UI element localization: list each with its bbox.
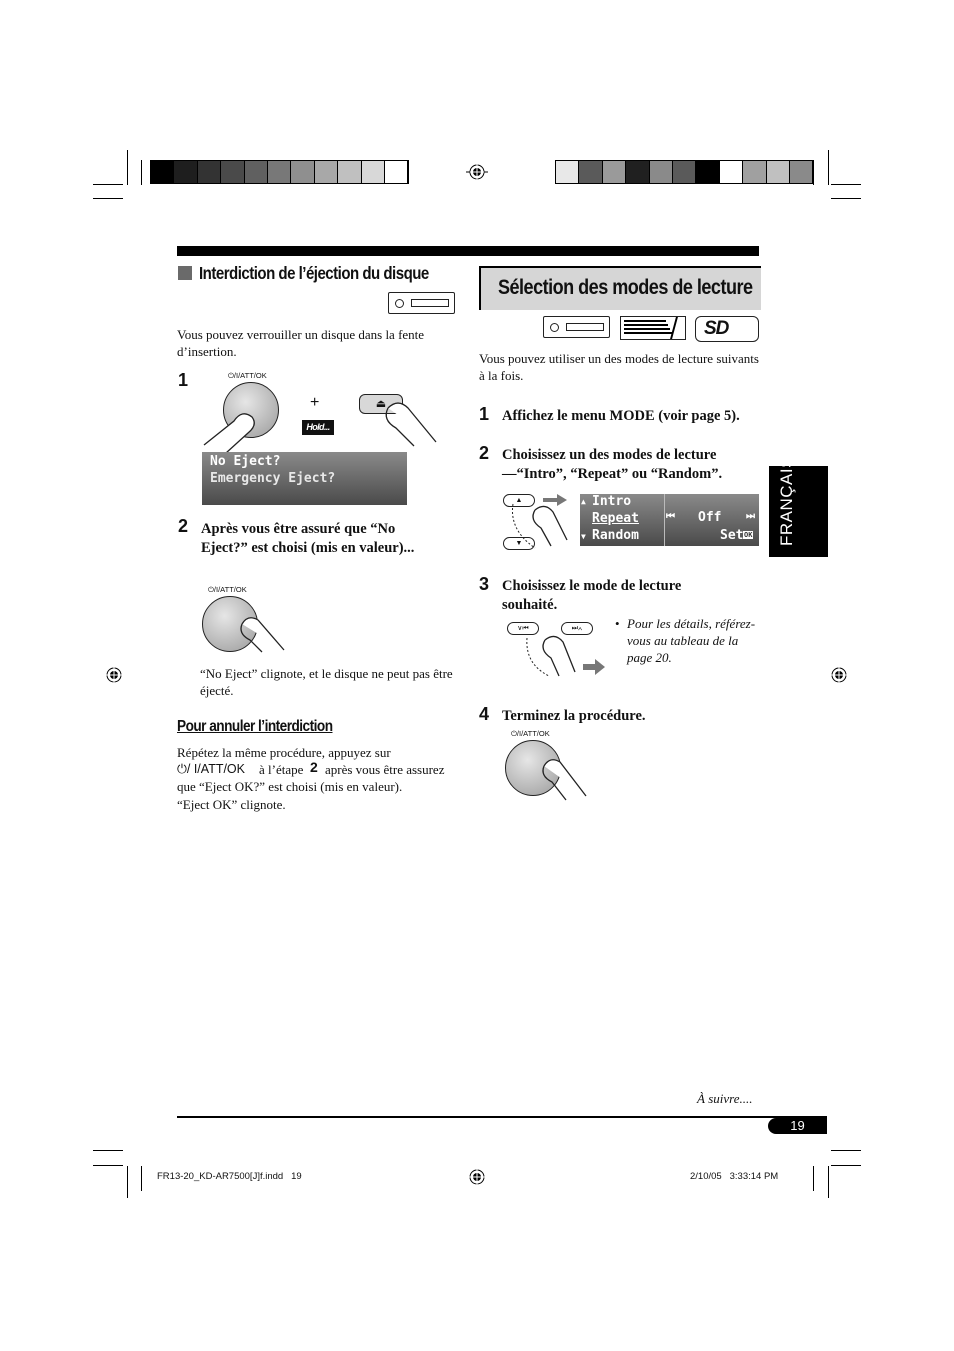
top-rule — [177, 246, 759, 256]
cancel-text-2: à l’étape — [259, 762, 304, 777]
left-intro: Vous pouvez verrouiller un disque dans la fente d’insertion. — [177, 327, 425, 359]
color-swatch — [198, 161, 221, 183]
previous-button[interactable]: ∨⏮ — [507, 622, 539, 635]
color-bar-left — [150, 160, 409, 184]
registration-mark-right — [830, 666, 848, 684]
lcd-set: Set — [720, 528, 744, 543]
color-swatch — [603, 161, 626, 183]
registration-mark-bottom — [468, 1168, 486, 1186]
file-info: FR13-20_KD-AR7500[J]f.indd 19 — [157, 1171, 302, 1182]
registration-mark-left — [105, 666, 123, 684]
inline-button-label: ⏻/ I/ATT/OK — [177, 762, 245, 776]
changer-icon — [620, 316, 686, 340]
button-label: ⏻/I/ATT/OK — [208, 585, 247, 594]
step-text: Après vous être assuré que “No Eject?” est choisi (mis en valeur)... — [201, 521, 415, 556]
up-button[interactable]: ▲ — [503, 494, 535, 507]
color-swatch — [650, 161, 673, 183]
lcd-line: Random — [592, 528, 639, 543]
sd-logo: SD — [704, 318, 729, 339]
color-swatch — [767, 161, 790, 183]
color-swatch — [151, 161, 174, 183]
lcd-prev-icon: ⏮ — [666, 511, 675, 522]
lcd-up-arrow: ▲ — [581, 497, 586, 506]
registration-mark-top — [466, 163, 488, 181]
finger-icon — [505, 490, 575, 550]
section-square-icon — [178, 266, 192, 280]
sd-card-icon — [695, 316, 759, 342]
right-intro: Vous pouvez utiliser un des modes de lecture suivants à la fois. — [479, 351, 759, 383]
color-swatch — [315, 161, 338, 183]
color-swatch — [790, 161, 813, 183]
step-number: 2 — [178, 516, 189, 536]
lcd-down-arrow: ▼ — [581, 532, 586, 541]
hold-badge: Hold... — [302, 420, 334, 435]
color-swatch — [268, 161, 291, 183]
color-swatch — [556, 161, 579, 183]
lcd-display — [580, 494, 759, 546]
step-text: Affichez le menu MODE (voir page 5). — [502, 408, 740, 424]
step-number: 3 — [479, 574, 490, 594]
finger-icon — [538, 752, 598, 802]
eject-button[interactable]: ⏏ — [359, 394, 403, 414]
step-note: Pour les détails, référez-vous au tableau de la page 20. — [627, 616, 756, 665]
language-tab-label: FRANÇAIS — [777, 456, 796, 546]
left-section-title: Interdiction de l’éjection du disque — [199, 263, 429, 283]
disc-slot-icon — [388, 292, 455, 314]
color-swatch — [385, 161, 408, 183]
color-bar-right — [555, 160, 814, 184]
color-swatch — [720, 161, 743, 183]
color-swatch — [673, 161, 696, 183]
step-text: Choisissez un des modes de lecture—“Intro”, “Repeat” ou “Random”. — [502, 447, 723, 482]
next-button[interactable]: ⏭∧ — [561, 622, 593, 635]
finger-icon — [515, 628, 610, 678]
color-swatch — [743, 161, 766, 183]
disc-slot-icon — [543, 316, 610, 338]
cancel-text-4: “Eject OK” clignote. — [177, 797, 286, 812]
button-label: ⏻/I/ATT/OK — [228, 371, 267, 380]
lcd-line: Repeat — [592, 511, 639, 526]
down-button[interactable]: ▼ — [503, 537, 535, 550]
right-section-title: Sélection des modes de lecture — [498, 276, 753, 299]
step-number: 4 — [479, 704, 490, 724]
step-number: 1 — [178, 370, 189, 390]
color-swatch — [338, 161, 361, 183]
cancel-text-1: Répétez la même procédure, appuyez sur — [177, 745, 391, 760]
color-swatch — [174, 161, 197, 183]
lcd-ok-badge: OK — [744, 531, 753, 539]
step-note: “No Eject” clignote, et le disque ne peut pas être éjecté. — [200, 666, 453, 698]
color-swatch — [291, 161, 314, 183]
plus-sign: + — [310, 394, 320, 411]
cancel-title: Pour annuler l’interdiction — [177, 718, 333, 735]
lcd-next-icon: ⏭ — [746, 511, 755, 522]
lcd-value: Off — [698, 510, 722, 525]
step-reference: 2 — [310, 759, 318, 775]
page-number: 19 — [768, 1118, 827, 1134]
print-date: 2/10/05 3:33:14 PM — [690, 1171, 779, 1182]
step-number: 2 — [479, 443, 490, 463]
continue-label: À suivre.... — [697, 1091, 753, 1106]
lcd-line: No Eject? — [210, 454, 281, 469]
finger-icon — [236, 610, 296, 655]
finger-icon — [198, 395, 308, 455]
language-tab — [769, 456, 828, 557]
step-number: 1 — [479, 404, 490, 424]
lcd-line: Emergency Eject? — [210, 471, 336, 486]
button-label: ⏻/I/ATT/OK — [511, 729, 550, 738]
color-swatch — [221, 161, 244, 183]
note-bullet: • — [615, 616, 620, 631]
cancel-text-3: après vous être assurez que “Eject OK?” est choisi (mis en valeur). — [177, 762, 445, 794]
color-swatch — [579, 161, 602, 183]
step-text: Terminez la procédure. — [502, 708, 646, 724]
finger-icon — [380, 398, 450, 448]
bottom-rule — [177, 1116, 827, 1118]
color-swatch — [626, 161, 649, 183]
color-swatch — [696, 161, 719, 183]
color-swatch — [362, 161, 385, 183]
step-text: Choisissez le mode de lecture souhaité. — [502, 578, 682, 613]
color-swatch — [245, 161, 268, 183]
right-title-box — [479, 266, 761, 310]
lcd-display — [202, 452, 407, 505]
lcd-line: Intro — [592, 494, 632, 509]
